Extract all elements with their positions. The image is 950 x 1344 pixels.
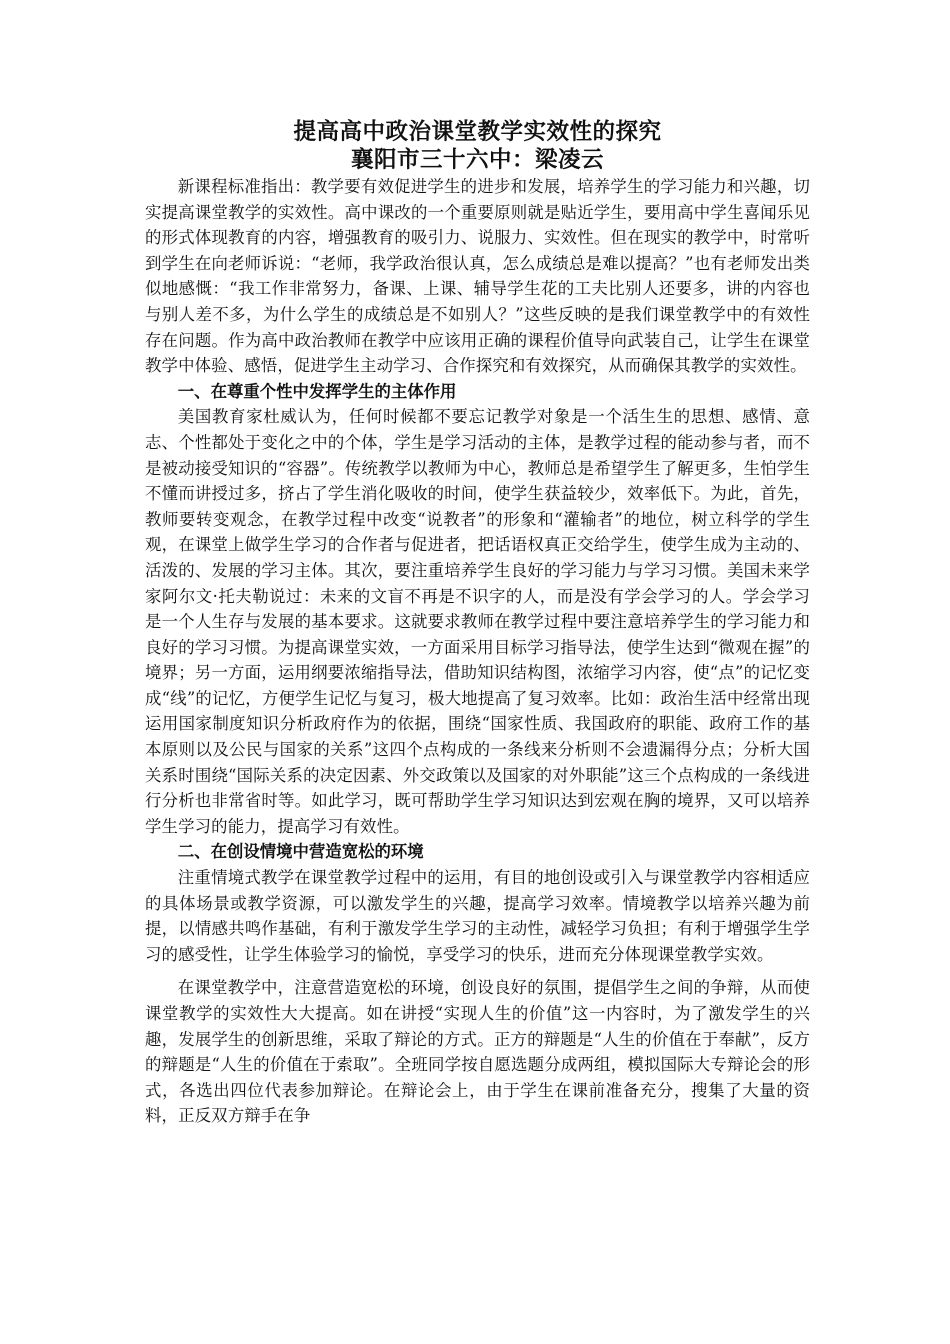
section-2-heading: 二、在创设情境中营造宽松的环境 xyxy=(177,842,424,862)
section-1-paragraph: 美国教育家杜威认为，任何时候都不要忘记教学对象是一个活生生的思想、感情、意志、个性都处于变化之中的个体，学生是学习活动的主体，是教学过程的能动参与者，而不是被动接受知识的“容器”。传统教学以教师为中心，教师总是希望学生了解更多，生怕学生不懂而讲授过多，挤占了学生消化吸收的时间，使学生获益较少，效率低下。为此，首先，教师要转变观念，在教学过程中改变“说教者”的形象和“灌输者”的地位，树立科学的学生观，在课堂上做学生学习的合作者与促进者，把话语权真正交给学生，使学生成为主动的、活泼的、发展的学习主体。其次，要注重培养学生良好的学习能力与学习习惯。美国未来学家阿尔文·托夫勒说过：未来的文盲不再是不识字的人，而是没有学会学习的人。学会学习是一个人生存与发展的基本要求。这就要求教师在教学过程中要注意培养学生的学习能力和良好的学习习惯。为提高课堂实效，一方面采用目标学习指导法，使学生达到“微观在握”的境界；另一方面，运用纲要浓缩指导法，借助知识结构图，浓缩学习内容，使“点”的记忆变成“线”的记忆，方便学生记忆与复习，极大地提高了复习效率。比如：政治生活中经常出现运用国家制度知识分析政府作为的依据，围绕“国家性质、我国政府的职能、政府工作的基本原则以及公民与国家的关系”这四个点构成的一条线来分析则不会遗漏得分点；分析大国关系时围绕“国际关系的决定因素、外交政策以及国家的对外职能”这三个点构成的一条线进行分析也非常省时等。如此学习，既可帮助学生学习知识达到宏观在胸的境界，又可以培养学生学习的能力，提高学习有效性。 xyxy=(145,407,810,836)
author-line: 襄阳市三十六中：梁凌云 xyxy=(350,147,604,173)
section-1-heading: 一、在尊重个性中发挥学生的主体作用 xyxy=(177,381,457,401)
document-title: 提高高中政治课堂教学实效性的探究 xyxy=(293,119,662,145)
section-2-paragraph-1: 注重情境式教学在课堂教学过程中的运用，有目的地创设或引入与课堂教学内容相适应的具体场景或教学资源，可以激发学生的兴趣，提高学习效率。情境教学以培养兴趣为前提，以情感共鸣作基础，有利于激发学生学习的主动性，减轻学习负担；有利于增强学生学习的感受性，让学生体验学习的愉悦，享受学习的快乐，进而充分体现课堂教学实效。 xyxy=(145,868,810,964)
document-page xyxy=(145,118,810,1129)
intro-paragraph: 新课程标准指出：教学要有效促进学生的进步和发展，培养学生的学习能力和兴趣，切实提高课堂教学的实效性。高中课改的一个重要原则就是贴近学生，要用高中学生喜闻乐见的形式体现教育的内容，增强教育的吸引力、说服力、实效性。但在现实的教学中，时常听到学生在向老师诉说：“老师，我学政治很认真，怎么成绩总是难以提高？”也有老师发出类似地感慨：“我工作非常努力，备课、上课、辅导学生花的工夫比别人还要多，讲的内容也与别人差不多，为什么学生的成绩总是不如别人？”这些反映的是我们课堂教学中的有效性存在问题。作为高中政治教师在教学中应该用正确的课程价值导向武装自己，让学生在课堂教学中体验、感悟，促进学生主动学习、合作探究和有效探究，从而确保其教学的实效性。 xyxy=(145,177,810,376)
section-2-paragraph-2: 在课堂教学中，注意营造宽松的环境，创设良好的氛围，提倡学生之间的争辩，从而使课堂教学的实效性大大提高。如在讲授“实现人生的价值”这一内容时，为了激发学生的兴趣，发展学生的创新思维，采取了辩论的方式。正方的辩题是“人生的价值在于奉献”，反方的辩题是“人生的价值在于索取”。全班同学按自愿选题分成两组，模拟国际大专辩论会的形式，各选出四位代表参加辩论。在辩论会上，由于学生在课前准备充分，搜集了大量的资料，正反双方辩手在争 xyxy=(145,978,810,1126)
